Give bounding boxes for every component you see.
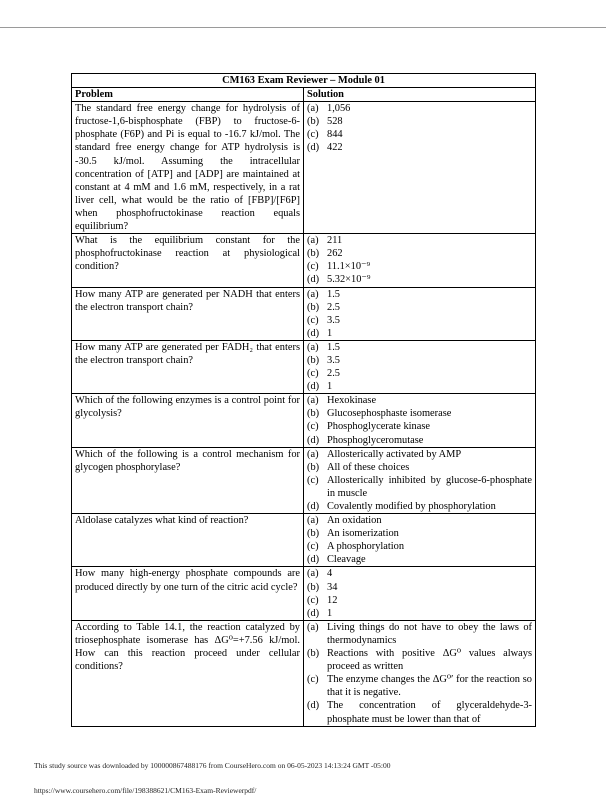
choice-item (307, 260, 532, 273)
choice-item (307, 354, 532, 367)
choice-text: A phosphorylation (327, 541, 405, 553)
choice-item (307, 407, 532, 420)
source-url: https://www.coursehero.com/file/198388621/CM163-Exam-Reviewerpdf/ (34, 786, 257, 795)
table-row (72, 340, 536, 393)
choice-label: (b) (307, 648, 320, 660)
choice-item (307, 699, 532, 725)
choice-label: (c) (307, 421, 319, 433)
choice-text: Covalently modified by phosphorylation (327, 501, 496, 512)
choice-item (307, 607, 532, 620)
choice-item (307, 341, 532, 354)
choice-label: (d) (307, 274, 320, 286)
choice-item (307, 474, 532, 500)
choice-text: 422 (327, 142, 343, 154)
choice-label: (a) (307, 103, 319, 115)
choice-label: (d) (307, 607, 320, 619)
choice-item (307, 420, 532, 433)
choice-item (307, 581, 532, 594)
choice-list (307, 288, 532, 340)
choice-item (307, 394, 532, 407)
solution-cell (304, 394, 536, 447)
choice-text: 34 (327, 581, 338, 593)
choice-label: (b) (307, 354, 320, 366)
choice-item (307, 461, 532, 474)
choice-list (307, 514, 532, 566)
choice-label: (a) (307, 448, 319, 460)
choice-item (307, 234, 532, 247)
choice-label: (d) (307, 554, 320, 566)
choice-item (307, 314, 532, 327)
table-row (72, 447, 536, 513)
problem-text: How many ATP are generated per FADH₂ that enters the electron transport chain? (72, 340, 304, 393)
choice-item (307, 301, 532, 314)
choice-item (307, 327, 532, 340)
choice-list (307, 341, 532, 393)
choice-label: (b) (307, 248, 320, 260)
table-row (72, 102, 536, 234)
choice-item (307, 367, 532, 380)
choice-label: (a) (307, 515, 319, 527)
choice-text: 12 (327, 594, 338, 606)
choice-item (307, 673, 532, 699)
table-row (72, 620, 536, 726)
choice-label: (d) (307, 142, 320, 154)
choice-text: 1 (327, 381, 333, 393)
choice-label: (c) (307, 368, 319, 380)
choice-label: (b) (307, 116, 320, 128)
choice-text: 1.5 (327, 341, 340, 353)
choice-item (307, 288, 532, 301)
choice-label: (b) (307, 528, 320, 540)
choice-label: (b) (307, 408, 320, 420)
problem-text: How many ATP are generated per NADH that enters the electron transport chain? (72, 287, 304, 340)
choice-text: 3.5 (327, 354, 340, 366)
choice-label: (a) (307, 235, 319, 247)
choice-label: (b) (307, 301, 320, 313)
problem-header: Problem (72, 88, 304, 102)
choice-list (307, 102, 532, 154)
choice-label: (d) (307, 327, 320, 339)
choice-label: (d) (307, 381, 320, 393)
choice-label: (c) (307, 314, 319, 326)
choice-text: 5.32×10⁻⁹ (327, 274, 371, 286)
choice-label: (c) (307, 594, 319, 606)
solution-cell (304, 102, 536, 234)
choice-label: (d) (307, 501, 320, 512)
choice-label: (b) (307, 581, 320, 593)
choice-label: (a) (307, 621, 319, 633)
problem-text: According to Table 14.1, the reaction catalyzed by triosephosphate isomerase has ΔG⁰=+7.56 kJ/mol. How can this reaction proceed under cellular conditions? (72, 620, 304, 726)
solution-cell (304, 447, 536, 513)
choice-label: (c) (307, 541, 319, 553)
table-row (72, 394, 536, 447)
problem-text: Which of the following is a control mechanism for glycogen phosphorylase? (72, 447, 304, 513)
choice-label: (c) (307, 129, 319, 141)
choice-text: 262 (327, 248, 343, 260)
choice-label: (a) (307, 341, 319, 353)
table-row (72, 567, 536, 620)
choice-list (307, 567, 532, 619)
choice-text: Living things do not have to obey the laws of thermodynamics (327, 621, 533, 646)
choice-text: Reactions with positive ΔG⁰ values always proceed as written (327, 648, 533, 673)
choice-text: The enzyme changes the ΔG⁰′ for the reaction so that it is negative. (327, 674, 533, 699)
choice-text: 844 (327, 129, 343, 141)
problem-text: The standard free energy change for hydrolysis of fructose-1,6-bisphosphate (FBP) to fructose-6-phosphate (F6P) and Pi is equal to -16.7 kJ/mol. The standard free energy change for ATP hydrolysis is -30.5 kJ/mol. Assuming the intracellular concentration of [ATP] and [ADP] are maintained at constant at 4 mM and 1.6 mM, respectively, in a rat liver cell, what would be the ratio of [FBP]/[F6P] when phosphofructokinase reaction equals equilibrium? (72, 102, 304, 234)
problem-text: How many high-energy phosphate compounds are produced directly by one turn of the citric acid cycle? (72, 567, 304, 620)
choice-label: (b) (307, 461, 320, 473)
choice-text: 1 (327, 607, 333, 619)
choice-text: All of these choices (327, 461, 410, 473)
choice-item (307, 527, 532, 540)
choice-list (307, 448, 532, 513)
choice-item (307, 621, 532, 647)
choice-text: Glucosephosphaste isomerase (327, 408, 452, 420)
choice-list (307, 234, 532, 286)
choice-item (307, 448, 532, 461)
choice-text: Phosphoglycerate kinase (327, 421, 431, 433)
table-body (72, 102, 536, 726)
choice-item (307, 102, 532, 115)
choice-item (307, 128, 532, 141)
exam-table (71, 73, 536, 727)
choice-text: 1,056 (327, 103, 351, 115)
table-title: CM163 Exam Reviewer – Module 01 (72, 74, 536, 88)
choice-text: 3.5 (327, 314, 340, 326)
choice-text: 1 (327, 327, 333, 339)
choice-label: (a) (307, 288, 319, 300)
choice-text: An oxidation (327, 515, 382, 527)
solution-header: Solution (304, 88, 536, 102)
solution-cell (304, 287, 536, 340)
solution-cell (304, 340, 536, 393)
choice-text: Allosterically activated by AMP (327, 448, 462, 460)
choice-text: Cleavage (327, 554, 366, 566)
choice-text: 11.1×10⁻⁹ (327, 261, 371, 273)
choice-item (307, 115, 532, 128)
choice-text: 2.5 (327, 368, 340, 380)
solution-cell (304, 514, 536, 567)
problem-text: Aldolase catalyzes what kind of reaction? (72, 514, 304, 567)
choice-text: 211 (327, 235, 343, 247)
choice-text: The concentration of glyceraldehyde-3-phosphate must be lower than that of (327, 700, 533, 725)
download-notice: This study source was downloaded by 100000867488176 from CourseHero.com on 06-05-2023 14:13:24 GMT -05:00 (34, 761, 391, 770)
table-row (72, 514, 536, 567)
choice-item (307, 500, 532, 513)
choice-item (307, 594, 532, 607)
choice-text: 1.5 (327, 288, 340, 300)
table-row (72, 234, 536, 287)
choice-item (307, 567, 532, 580)
choice-text: 4 (327, 568, 333, 580)
choice-text: Hexokinase (327, 395, 377, 407)
choice-label: (c) (307, 674, 319, 686)
choice-text: 2.5 (327, 301, 340, 313)
choice-label: (c) (307, 261, 319, 273)
choice-item (307, 273, 532, 286)
problem-text: Which of the following enzymes is a control point for glycolysis? (72, 394, 304, 447)
choice-text: Allosterically inhibited by glucose-6-phosphate in muscle (327, 474, 533, 499)
choice-label: (d) (307, 434, 320, 446)
choice-item (307, 380, 532, 393)
choice-item (307, 540, 532, 553)
choice-label: (c) (307, 474, 319, 486)
choice-label: (a) (307, 568, 319, 580)
solution-cell (304, 620, 536, 726)
choice-list (307, 621, 532, 726)
table-row (72, 287, 536, 340)
choice-item (307, 434, 532, 447)
solution-cell (304, 567, 536, 620)
choice-label: (d) (307, 700, 320, 712)
solution-cell (304, 234, 536, 287)
choice-text: Phosphoglyceromutase (327, 434, 424, 446)
choice-item (307, 647, 532, 673)
choice-label: (a) (307, 395, 319, 407)
problem-text: What is the equilibrium constant for the phosphofructokinase reaction at physiological condition? (72, 234, 304, 287)
choice-text: 528 (327, 116, 343, 128)
choice-item (307, 247, 532, 260)
choice-list (307, 394, 532, 446)
choice-item (307, 141, 532, 154)
top-rule (0, 27, 606, 28)
choice-item (307, 514, 532, 527)
choice-item (307, 553, 532, 566)
choice-text: An isomerization (327, 528, 399, 540)
